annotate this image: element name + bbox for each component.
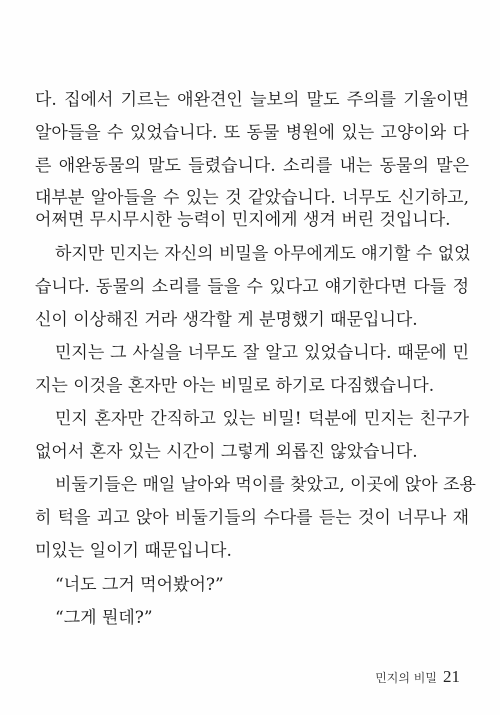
running-title: 민지의 비밀 [375,671,437,685]
paragraph-first-line: 비둘기들은 매일 날아와 먹이를 찾았고, 이곳에 앉아 조용 [55,475,476,495]
dialogue-line: “너도 그거 먹어봤어?” [55,575,224,595]
paragraph-first-line: 민지 혼자만 간직하고 있는 비밀! 덕분에 민지는 친구가 [55,409,469,429]
paragraph-first-line: 하지만 민지는 자신의 비밀을 아무에게도 얘기할 수 없었 [55,244,471,264]
text-line: 대부분 알아들을 수 있는 것 같았습니다. 너무도 신기하고, [35,188,469,208]
text-line: 어쩌면 무시무시한 능력이 민지에게 생겨 버린 것입니다. [35,210,451,230]
text-line: 미있는 일이기 때문입니다. [35,541,232,561]
text-line: 지는 이것을 혼자만 아는 비밀로 하기로 다짐했습니다. [35,376,435,396]
page-footer [375,667,460,689]
text-line: 다. 집에서 기르는 애완견인 늘보의 말도 주의를 기울이면 [35,90,469,110]
text-line: 없어서 혼자 있는 시간이 그렇게 외롭진 않았습니다. [35,442,418,462]
text-line: 른 애완동물의 말도 들렸습니다. 소리를 내는 동물의 말은 [35,156,469,176]
text-line: 신이 이상해진 거라 생각할 게 분명했기 때문입니다. [35,310,418,330]
text-line: 히 턱을 괴고 앉아 비둘기들의 수다를 듣는 것이 너무나 재 [35,508,469,528]
paragraph-first-line: 민지는 그 사실을 너무도 잘 알고 있었습니다. 때문에 민 [55,343,469,363]
page-number: 21 [443,667,460,686]
text-line: 습니다. 동물의 소리를 들을 수 있다고 얘기한다면 다들 정 [35,277,469,297]
dialogue-line: “그게 뭔데?” [55,608,153,628]
text-line: 알아들을 수 있었습니다. 또 동물 병원에 있는 고양이와 다 [35,123,469,143]
